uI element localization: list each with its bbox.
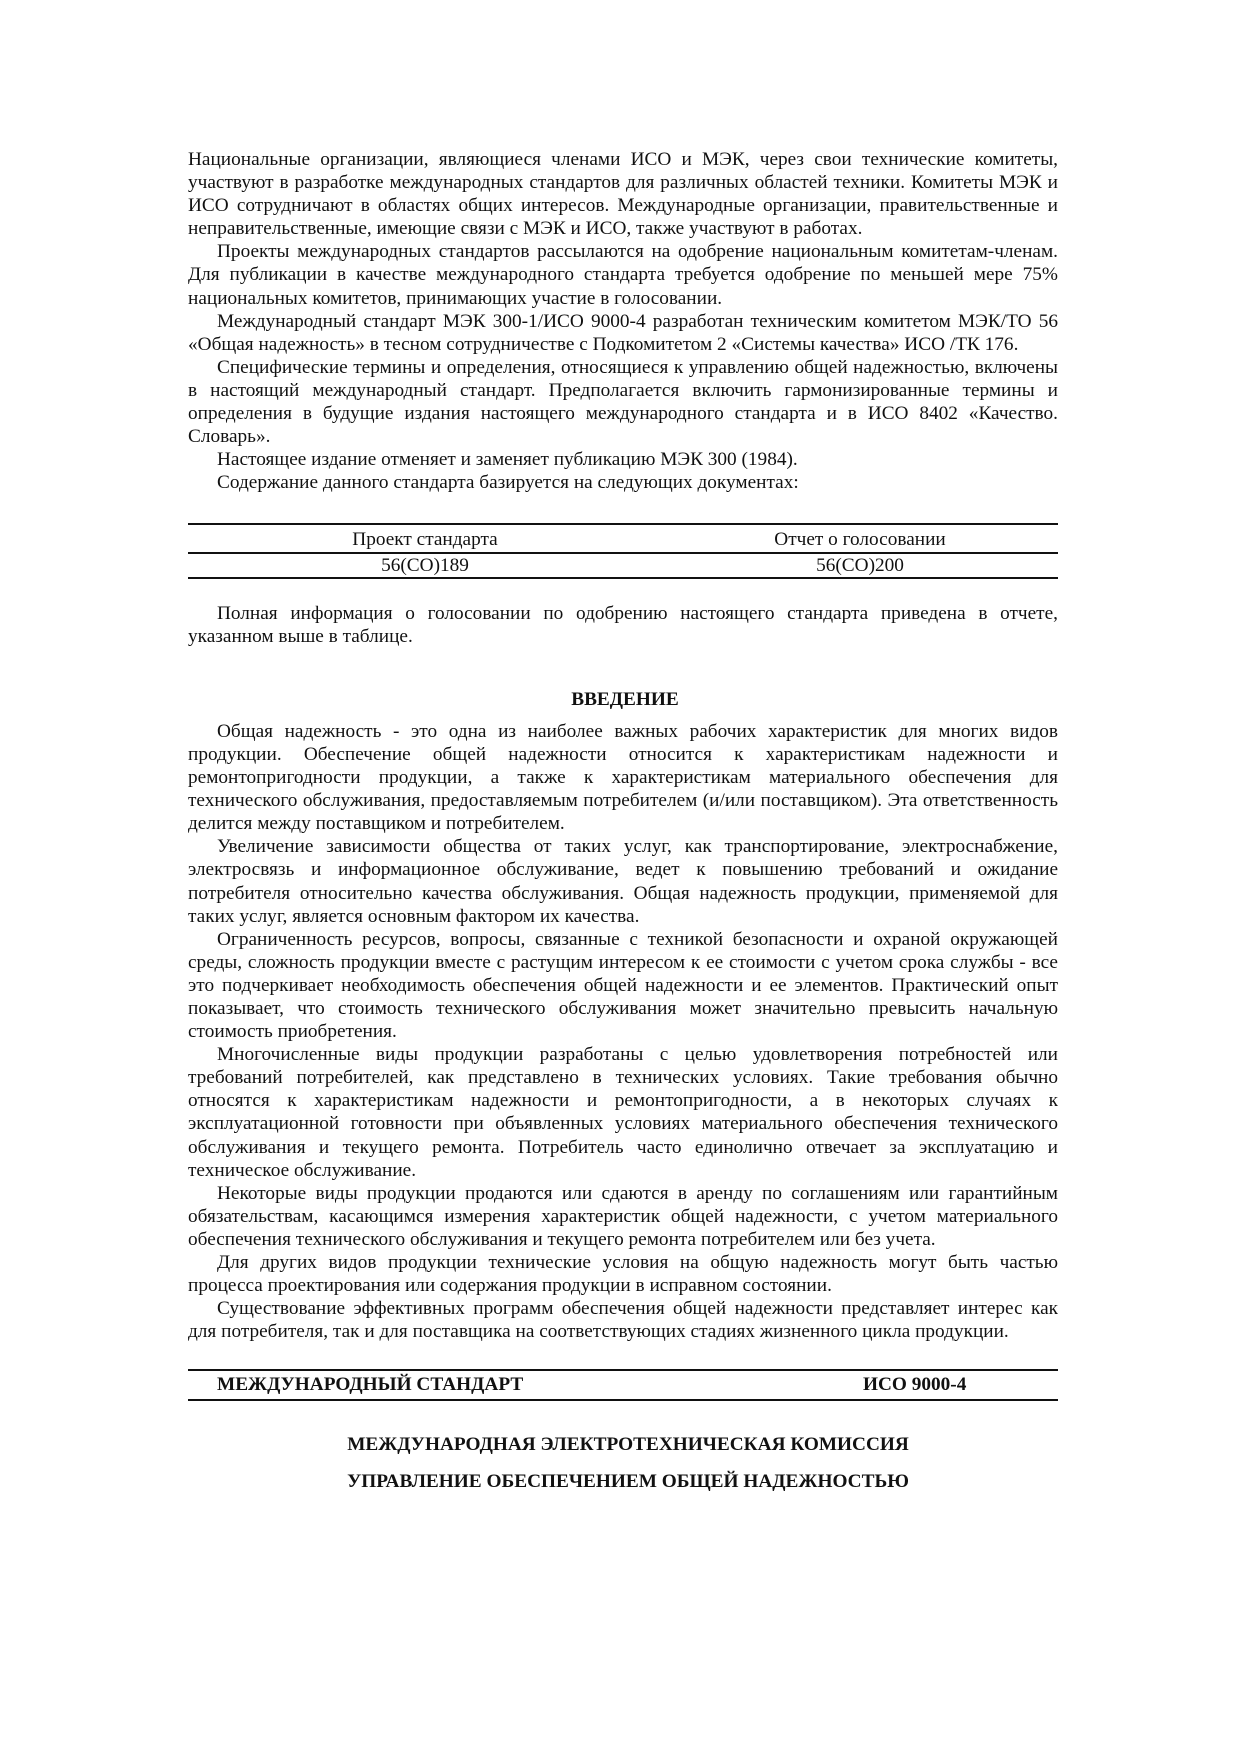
table-header-voting-report: Отчет о голосовании [774, 529, 946, 551]
foreword-paragraph-2: Проекты международных стандартов рассылаются на одобрение национальным комитетам-членам. Для публикации в качестве международного стандарта требуется одобрение по меньшей мере 75% национальных комитетов, принимающих участие в голосовании. [188, 241, 1058, 309]
introduction-paragraph-1: Общая надежность - это одна из наиболее важных рабочих характеристик для многих видов продукции. Обеспечение общей надежности относится к характеристикам надежности и ремонтопригодности продукции, а также к характеристикам материального обеспечения для технического обслуживания, предоставляемым потребителем (и/или поставщиком). Эта ответственность делится между поставщиком и потребителем. [188, 720, 1058, 835]
introduction-paragraph-4: Многочисленные виды продукции разработаны с целью удовлетворения потребностей или требований потребителей, как представлено в технических условиях. Такие требования обычно относятся к характеристикам надежности и ремонтопригодности, а в некоторых случаях к эксплуатационной готовности при объявленных условиях материального обеспечения технического обслуживания и текущего ремонта. Потребитель часто единолично отвечает за эксплуатацию и техническое обслуживание. [188, 1044, 1058, 1181]
introduction-paragraph-6: Для других видов продукции технические условия на общую надежность могут быть частью процесса проектирования или содержания продукции в исправном состоянии. [188, 1252, 1058, 1297]
table-cell-voting-report: 56(CO)200 [816, 554, 904, 576]
table-header-row [188, 525, 1058, 553]
introduction-paragraph-5: Некоторые виды продукции продаются или сдаются в аренду по соглашениям или гарантийным обязательствам, касающимся измерения характеристик общей надежности, с учетом материального обеспечения технического обслуживания и текущего ремонта потребителем или без учета. [188, 1182, 1058, 1250]
standard-header-bar [188, 1369, 1058, 1400]
foreword-paragraph-5: Настоящее издание отменяет и заменяет публикацию МЭК 300 (1984). [217, 449, 798, 471]
foreword-paragraph-3: Международный стандарт МЭК 300-1/ИСО 9000-4 разработан техническим комитетом МЭК/ТО 56 «Общая надежность» в тесном сотрудничестве с Подкомитетом 2 «Системы качества» ИСО /ТК 176. [188, 310, 1058, 355]
document-title: УПРАВЛЕНИЕ ОБЕСПЕЧЕНИЕМ ОБЩЕЙ НАДЕЖНОСТЬЮ [347, 1470, 909, 1492]
introduction-paragraph-7: Существование эффективных программ обеспечения общей надежности представляет интерес как для потребителя, так и для поставщика на соответствующих стадиях жизненного цикла продукции. [188, 1298, 1058, 1343]
standard-number: ИСО 9000-4 [863, 1374, 967, 1396]
organization-title: МЕЖДУНАРОДНАЯ ЭЛЕКТРОТЕХНИЧЕСКАЯ КОМИССИЯ [347, 1433, 909, 1455]
foreword-paragraph-6: Содержание данного стандарта базируется на следующих документах: [217, 472, 799, 494]
document-page [188, 148, 1058, 1493]
table-header-draft: Проект стандарта [352, 529, 498, 551]
introduction-paragraph-3: Ограниченность ресурсов, вопросы, связанные с техникой безопасности и охраной окружающей среды, сложность продукции вместе с растущим интересом к ее стоимости с учетом срока службы - все это подчеркивает необходимость обеспечения общей надежности и ее элементов. Практический опыт показывает, что стоимость технического обслуживания может значительно превысить начальную стоимость приобретения. [188, 928, 1058, 1043]
voting-info-paragraph: Полная информация о голосовании по одобрению настоящего стандарта приведена в отчете, указанном выше в таблице. [188, 602, 1058, 647]
standard-type-label: МЕЖДУНАРОДНЫЙ СТАНДАРТ [217, 1374, 524, 1396]
foreword-paragraph-4: Специфические термины и определения, относящиеся к управлению общей надежностью, включены в настоящий международный стандарт. Предполагается включить гармонизированные термины и определения в будущие издания настоящего международного стандарта и в ИСО 8402 «Качество. Словарь». [188, 356, 1058, 448]
introduction-heading: ВВЕДЕНИЕ [571, 688, 679, 710]
table-row [188, 554, 1058, 577]
introduction-paragraph-2: Увеличение зависимости общества от таких услуг, как транспортирование, электроснабжение, электросвязь и информационное обслуживание, ведет к повышению требований и ожидание потребителя относительно качества обслуживания. Общая надежность продукции, применяемой для таких услуг, является основным фактором их качества. [188, 836, 1058, 927]
table-cell-draft: 56(CO)189 [381, 554, 469, 576]
foreword-paragraph-1: Национальные организации, являющиеся членами ИСО и МЭК, через свои технические комитеты, участвуют в разработке международных стандартов для различных областей техники. Комитеты МЭК и ИСО сотрудничают в областях общих интересов. Международные организации, правительственные и неправительственные, имеющие связи с МЭК и ИСО, также участвуют в работах. [188, 149, 1058, 240]
documents-table [188, 523, 1058, 578]
